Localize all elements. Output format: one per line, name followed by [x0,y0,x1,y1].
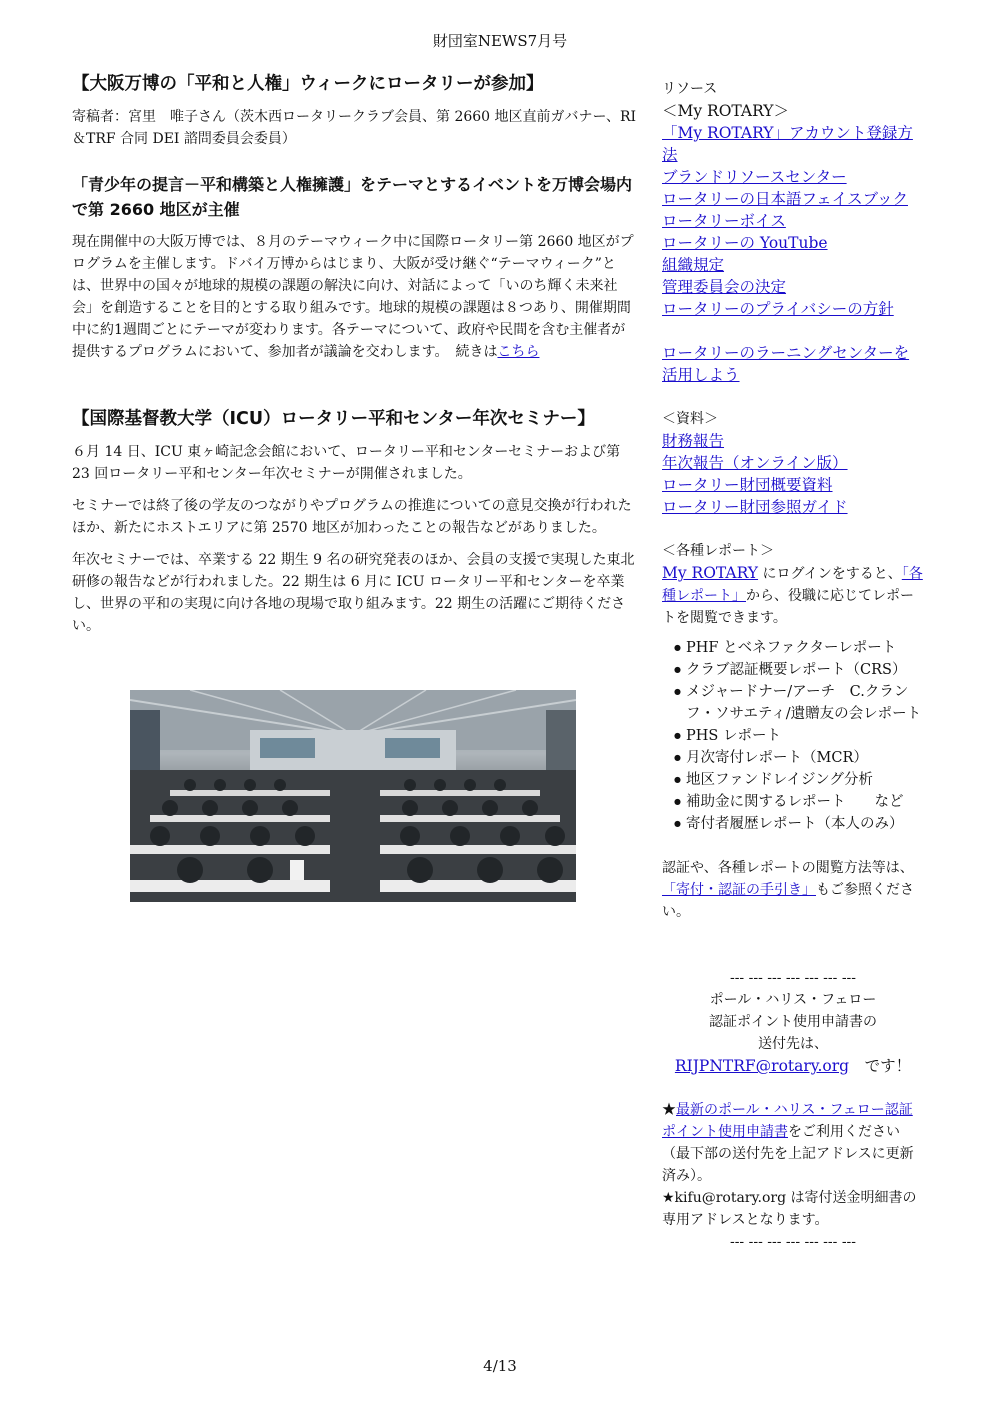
resources-heading: リソース [662,81,718,97]
article1-body [72,231,638,363]
seminar-photo [130,690,576,902]
phf-box [662,967,924,1077]
learning-center-link[interactable]: ロータリーのラーニングセンターを [662,344,910,362]
page-header: 財団室NEWS7月号 [432,32,568,50]
material-link-annual[interactable]: 年次報告（オンライン版） [662,454,848,472]
resource-link-account[interactable]: 「My ROTARY」アカウント登録方法 [662,124,913,164]
phf-email-line [662,1055,924,1077]
list-item: ● メジャードナー/アーチ C.クランフ・ソサエティ/遺贈友の会レポート [686,681,924,725]
myrotary-login-link[interactable]: My ROTARY [662,564,759,582]
article1-title: 【大阪万博の「平和と人権」ウィークにロータリーが参加】 [72,74,544,94]
page-number: 4/13 [483,1357,517,1375]
material-link-guide[interactable]: ロータリー財団参照ガイド [662,498,848,516]
phf-line-3: 送付先は、 [758,1036,828,1052]
resource-link-facebook[interactable]: ロータリーの日本語フェイスブック [662,190,908,208]
sidebar [662,78,924,1253]
guide-text-2: もご参照ください。 [662,882,914,920]
resource-link-brand[interactable]: ブランドリソースセンター [662,168,847,186]
list-item: ● 月次寄付レポート（MCR） [686,747,924,769]
resource-link-decisions[interactable]: 管理委員会の決定 [662,278,787,296]
main-column [72,72,638,637]
list-item: ● PHS レポート [686,725,924,747]
article2-paragraph-3: 年次セミナーでは、卒業する 22 期生 9 名の研究発表のほか、会員の支援で実現した東北研修の報告などが行われました。22 期生は 6 月に ICU ロータリー平和センターを卒業し、世界の平和の実現に向け各地の現場で取り組みます。22 期生の活躍にご期待ください。 [72,552,635,634]
phf-email-link[interactable]: RIJPNTRF@rotary.org [674,1057,850,1075]
reports-heading: ＜各種レポート＞ [662,543,774,559]
reports-text-2: から、役職に応じてレポートを閲覧できます。 [662,588,914,626]
report-list [662,637,924,835]
list-item: ● 補助金に関するレポート など [686,791,924,813]
guide-text-1: 認証や、各種レポートの閲覧方法等は、 [662,860,914,876]
article2-paragraph-2: セミナーでは終了後の学友のつながりやプログラムの推進についての意見交換が行われたほか、新たにホストエリアに第 2570 地区が加わったことの報告などがありました。 [72,498,632,536]
resource-link-voice[interactable]: ロータリーボイス [662,212,786,230]
reports-link[interactable]: 「各種レポート」 [662,566,923,604]
material-link-finance[interactable]: 財務報告 [662,432,725,450]
phf-suffix: です！ [849,1057,912,1075]
separator-top: --- --- --- --- --- --- --- [729,970,857,986]
resource-link-youtube[interactable]: ロータリーの YouTube [662,234,828,252]
article2-title: 【国際基督教大学（ICU）ロータリー平和センター年次セミナー】 [72,409,595,429]
reports-description [662,562,924,629]
myrotary-heading: ＜My ROTARY＞ [662,102,790,120]
latest-form-text: をご利用ください（最下部の送付先を上記アドレスに更新済み）。 [662,1124,914,1184]
article1-subtitle: 「青少年の提言－平和構築と人権擁護」をテーマとするイベントを万博会場内で第 2660 地区が主催 [72,175,633,219]
list-item: ● PHF とベネファクターレポート [686,637,924,659]
kifu-note: ★kifu@rotary.org は寄付送金明細書の専用アドレスとなります。 [662,1190,917,1228]
resource-link-rules[interactable]: 組織規定 [662,256,725,274]
list-item: ● クラブ認証概要レポート（CRS） [686,659,924,681]
article2-paragraph-1: ６月 14 日、ICU 東ヶ崎記念会館において、ロータリー平和センターセミナーおよび第 23 回ロータリー平和センター年次セミナーが開催されました。 [72,444,621,482]
guide-note [662,857,924,923]
latest-form-link[interactable]: 最新のポール・ハリス・フェロー認証ポイント使用申請書 [662,1102,913,1140]
latest-form-note [662,1099,924,1187]
article1-body-text: 現在開催中の大阪万博では、８月のテーマウィーク中に国際ロータリー第 2660 地区がプログラムを主催します。ドバイ万博からはじまり、大阪が受け継ぐ“テーマウィーク”とは、世界中の国々が地球的規模の課題の解決に向け、対話によって「いのち輝く未来社会」を創造することを目的とする取り組みです。地球的規模の課題は８つあり、開催期間中に約1週間ごとにテーマが変わります。各テーマについて、政府や民間を含む主催者が提供するプログラムにおいて、参加者が議論を交わします。 続きは [72,234,634,360]
star-icon: ★ [662,1102,676,1118]
list-item: ● 寄付者履歴レポート（本人のみ） [686,813,924,835]
phf-line-2: 認証ポイント使用申請書の [709,1014,877,1030]
phf-line-1: ポール・ハリス・フェロー [709,992,877,1008]
list-item: ● 地区ファンドレイジング分析 [686,769,924,791]
reports-text-1: にログインをすると、 [758,566,902,582]
learning-center-link-2[interactable]: 活用しよう [662,366,740,384]
separator-bottom: --- --- --- --- --- --- --- [729,1234,857,1250]
resource-link-privacy[interactable]: ロータリーのプライバシーの方針 [662,300,894,318]
materials-heading: ＜資料＞ [662,411,718,427]
seminar-photo-image [130,690,576,902]
guide-link[interactable]: 「寄付・認証の手引き」 [662,882,816,898]
article1-more-link[interactable]: こちら [497,344,540,360]
article1-byline: 寄稿者：宮里 唯子さん（茨木西ロータリークラブ会員、第 2660 地区直前ガバナー、RI＆TRF 合同 DEI 諮問委員会委員） [72,109,637,147]
material-link-overview[interactable]: ロータリー財団概要資料 [662,476,833,494]
